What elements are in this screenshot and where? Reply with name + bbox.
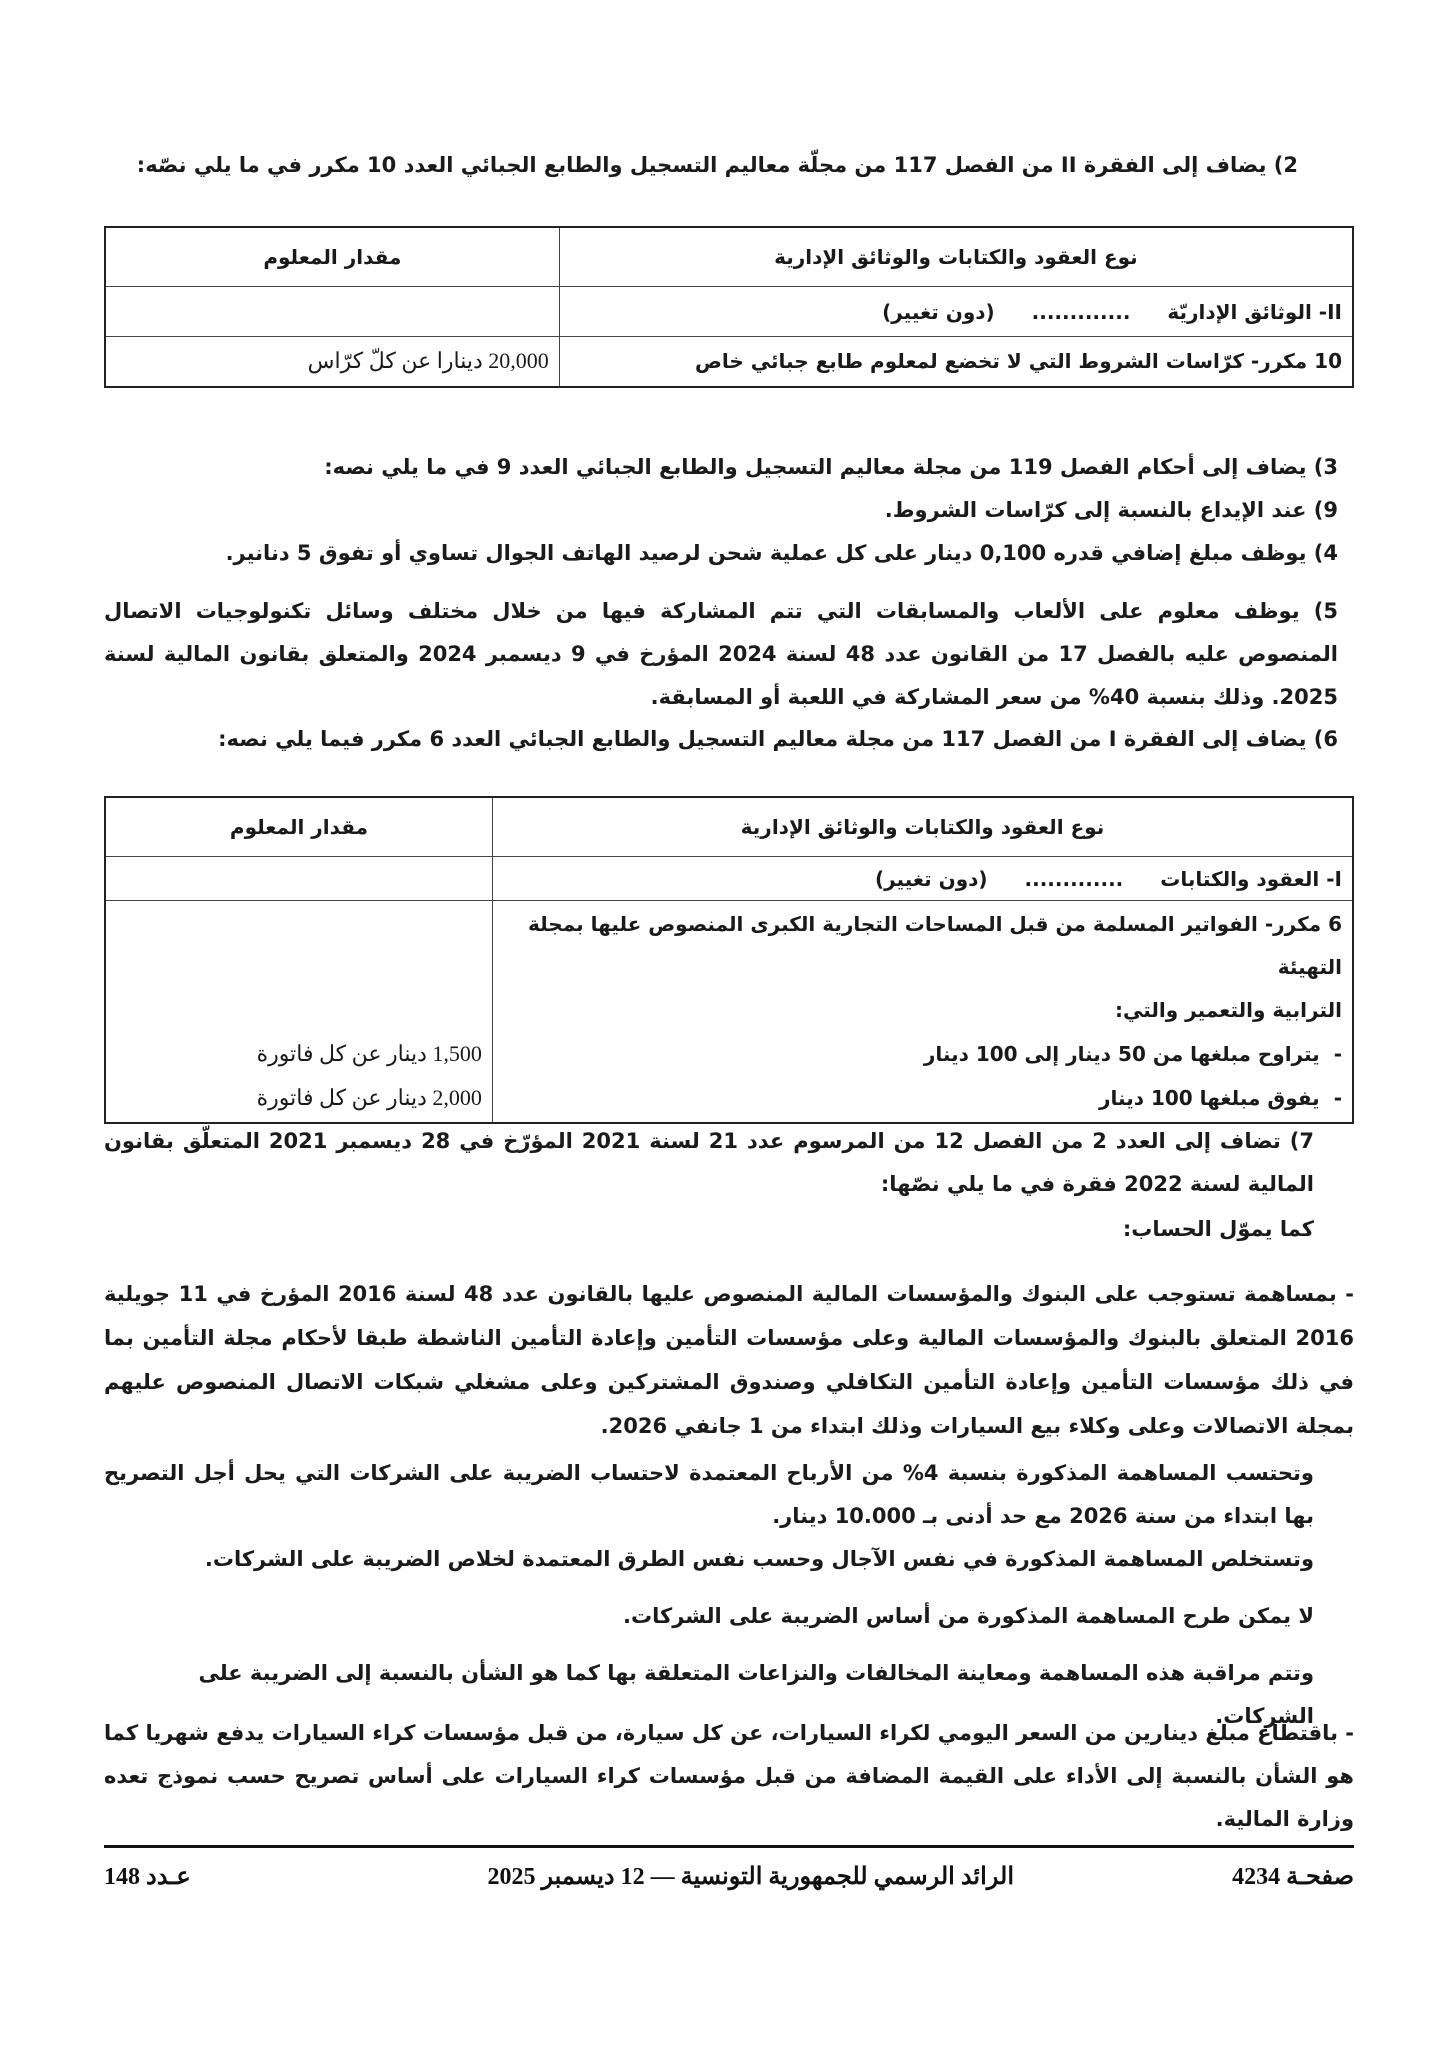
row-description-line-1: 6 مكرر- الفواتير المسلمة من قبل المساحات التجارية الكبرى المنصوص عليها بمجلة التهيئة	[528, 912, 1342, 979]
item-3-intro: 3) يضاف إلى أحكام الفصل 119 من مجلة معاليم التسجيل والطابع الجبائي العدد 9 في ما يلي نصه:	[324, 455, 1338, 479]
item-4-text: 4) يوظف مبلغ إضافي قدره 0,100 دينار على كل عملية شحن لرصيد الهاتف الجوال تساوي أو تفوق 5 دنانير.	[225, 541, 1338, 565]
section-cell	[492, 857, 1353, 901]
item-6-intro: 6) يضاف إلى الفقرة I من الفصل 117 من مجلة معاليم التسجيل والطابع الجبائي العدد 6 مكرر فيما يلي نصه:	[218, 727, 1338, 751]
section-label: II- الوثائق الإداريّة	[1167, 299, 1342, 324]
page-footer	[104, 1862, 1354, 1902]
section-note: (دون تغيير)	[882, 299, 995, 324]
fee-range-50-100: 1,500 دينار عن كل فاتورة	[256, 1041, 482, 1066]
bullet-dash: -	[1333, 1086, 1342, 1110]
section-dots: .............	[1031, 299, 1131, 324]
bullet-text: يفوق مبلغها 100 دينار	[1099, 1086, 1320, 1110]
issue-number: عـدد 148	[104, 1864, 191, 1890]
item-7-lead: كما يموّل الحساب:	[1122, 1217, 1314, 1241]
bullet-over-100	[503, 1076, 1342, 1120]
row-description	[492, 901, 1353, 1124]
column-header-fee-amount: مقدار المعلوم	[105, 797, 492, 857]
fee-over-100: 2,000 دينار عن كل فاتورة	[256, 1085, 482, 1110]
column-header-document-type: نوع العقود والكتابات والوثائق الإدارية	[492, 797, 1353, 857]
item-7-collection-paragraph: وتستخلص المساهمة المذكورة في نفس الآجال وحسب نفس الطرق المعتمدة لخلاص الضريبة على الشركات.	[204, 1547, 1314, 1571]
row-description-line-2: الترابية والتعمير والتي:	[1114, 998, 1342, 1022]
section-cell	[559, 287, 1353, 337]
item-2-intro: 2) يضاف إلى الفقرة II من الفصل 117 من مجلّة معاليم التسجيل والطابع الجبائي العدد 10 مكرر في ما يلي نصّه:	[136, 153, 1298, 177]
bullet-dash: -	[1333, 1042, 1342, 1066]
item-7-bullet-car-rental: - باقتطاع مبلغ دينارين من السعر اليومي لكراء السيارات، عن كل سيارة، من قبل مؤسسات كراء السيارات يدفع شهريا كما هو الشأن بالنسبة إلى الأداء على القيمة المضافة من قبل مؤسسات كراء السيارات على أساس تصريح حسب نموذج تعده وزارة المالية.	[104, 1721, 1354, 1831]
item-7-deduction-paragraph: لا يمكن طرح المساهمة المذكورة من أساس الضريبة على الشركات.	[623, 1604, 1314, 1628]
table-row-section	[105, 287, 1353, 337]
item-3-text: 9) عند الإيداع بالنسبة إلى كرّاسات الشروط.	[884, 498, 1338, 522]
item-7-control-paragraph: وتتم مراقبة هذه المساهمة ومعاينة المخالفات والنزاعات المتعلقة بها كما هو الشأن بالنسبة إلى الضريبة على الشركات.	[198, 1661, 1314, 1728]
section-label: I- العقود والكتابات	[1160, 866, 1342, 891]
gazette-page	[104, 0, 1354, 2048]
row-description: 10 مكرر- كرّاسات الشروط التي لا تخضع لمعلوم طابع جبائي خاص	[559, 337, 1353, 387]
bullet-text: يتراوح مبلغها من 50 دينار إلى 100 دينار	[923, 1042, 1320, 1066]
journal-title-date: الرائد الرسمي للجمهورية التونسية — 12 ديسمبر 2025	[487, 1864, 1014, 1890]
table-row	[105, 337, 1353, 387]
row-fee: 20,000 دينارا عن كلّ كرّاس	[105, 337, 559, 387]
fee-table-administrative-documents	[104, 226, 1354, 388]
column-header-document-type: نوع العقود والكتابات والوثائق الإدارية	[559, 227, 1353, 287]
item-7-intro: 7) تضاف إلى العدد 2 من الفصل 12 من المرسوم عدد 21 لسنة 2021 المؤرّخ في 28 ديسمبر 2021 المتعلّق بقانون المالية لسنة 2022 فقرة في ما يلي نصّها:	[104, 1129, 1314, 1196]
table-header-row	[105, 797, 1353, 857]
table-row-section	[105, 857, 1353, 901]
section-fee-cell-empty	[105, 287, 559, 337]
row-fees	[105, 901, 492, 1124]
item-7-bullet-banks: - بمساهمة تستوجب على البنوك والمؤسسات المالية المنصوص عليها بالقانون عدد 48 لسنة 2016 المؤرخ في 11 جويلية 2016 المتعلق بالبنوك والمؤسسات المالية وعلى مؤسسات التأمين وإعادة التأمين الناشطة طبقا لأحكام مجلة التأمين بما في ذلك مؤسسات التأمين وإعادة التأمين التكافلي وصندوق المشتركين وعلى مشغلي شبكات الاتصال المنصوص عليهم بمجلة الاتصالات وعلى وكلاء بيع السيارات وذلك ابتداء من 1 جانفي 2026.	[104, 1282, 1354, 1438]
item-7-rate-paragraph: وتحتسب المساهمة المذكورة بنسبة 4% من الأرباح المعتمدة لاحتساب الضريبة على الشركات التي يحل أجل التصريح بها ابتداء من سنة 2026 مع حد أدنى بـ 10.000 دينار.	[104, 1461, 1314, 1528]
section-dots: .............	[1024, 866, 1124, 891]
bullet-range-50-100	[503, 1032, 1342, 1076]
footer-divider	[104, 1845, 1354, 1848]
section-note: (دون تغيير)	[874, 866, 988, 891]
column-header-fee-amount: مقدار المعلوم	[105, 227, 559, 287]
section-fee-cell-empty	[105, 857, 492, 901]
fee-table-contracts	[104, 796, 1354, 1124]
page-number: صفحـة 4234	[1232, 1864, 1354, 1890]
item-5-text: 5) يوظف معلوم على الألعاب والمسابقات التي تتم المشاركة فيها من خلال مختلف وسائل تكنولوجيات الاتصال المنصوص عليه بالفصل 17 من القانون عدد 48 لسنة 2024 المؤرخ في 9 ديسمبر 2024 والمتعلق بقانون المالية لسنة 2025. وذلك بنسبة 40% من سعر المشاركة في اللعبة أو المسابقة.	[104, 599, 1338, 709]
table-row	[105, 901, 1353, 1124]
table-header-row	[105, 227, 1353, 287]
